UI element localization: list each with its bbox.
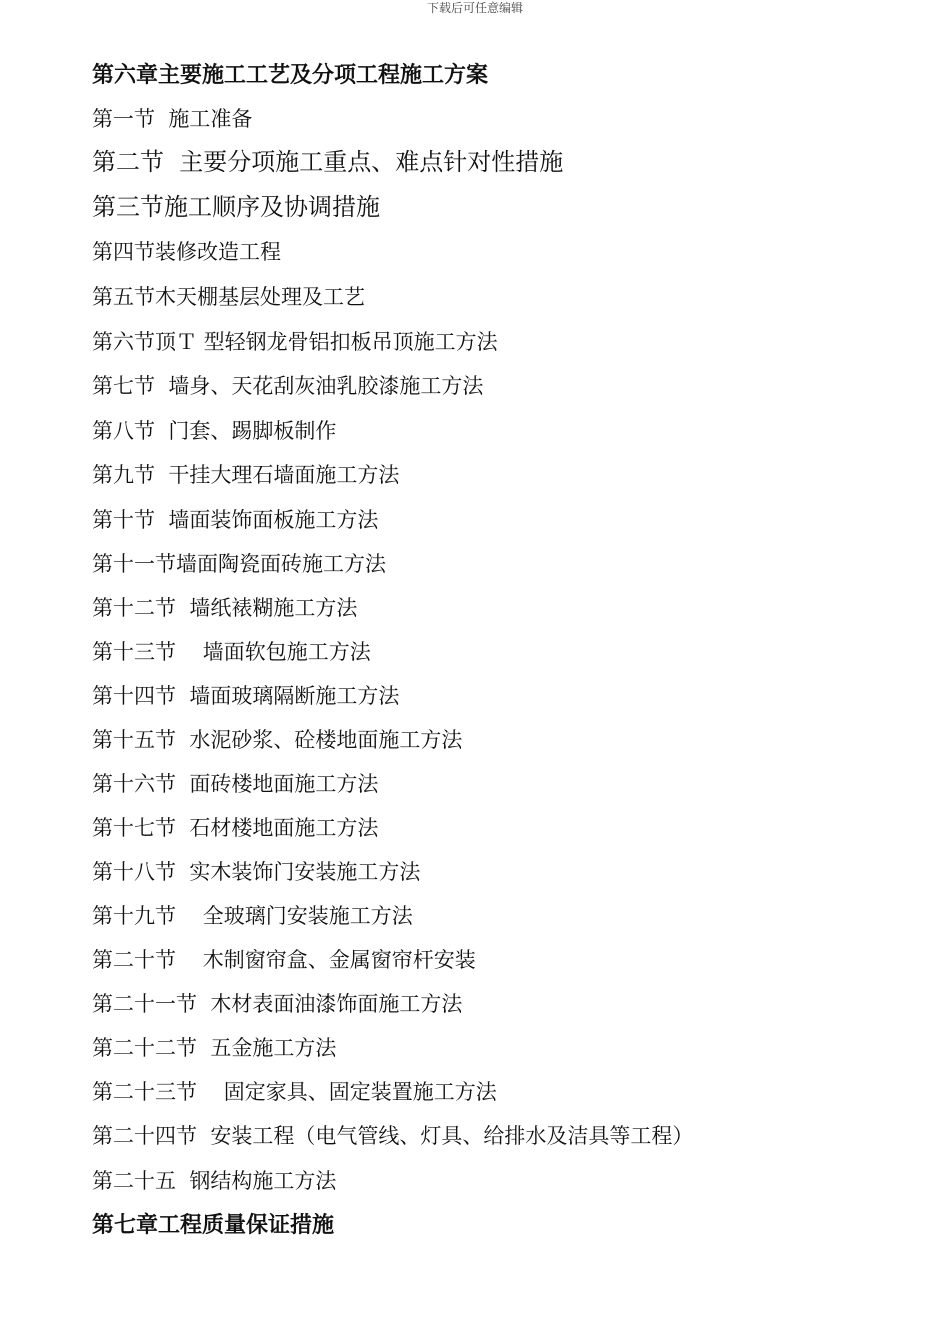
section-24: 第二十四节 安装工程（电气管线、灯具、给排水及洁具等工程） — [92, 1124, 694, 1148]
section-1: 第一节 施工准备 — [92, 107, 253, 131]
header-note: 下载后可任意编辑 — [426, 1, 523, 15]
section-19: 第十九节 全玻璃门安装施工方法 — [92, 904, 413, 928]
section-17: 第十七节 石材楼地面施工方法 — [92, 816, 379, 840]
section-13: 第十三节 墙面软包施工方法 — [92, 640, 371, 664]
section-7: 第七节 墙身、天花刮灰油乳胶漆施工方法 — [92, 374, 484, 398]
section-23: 第二十三节 固定家具、固定装置施工方法 — [92, 1080, 497, 1104]
section-21: 第二十一节 木材表面油漆饰面施工方法 — [92, 992, 463, 1016]
section-16: 第十六节 面砖楼地面施工方法 — [92, 772, 379, 796]
section-12: 第十二节 墙纸裱糊施工方法 — [92, 596, 358, 620]
section-3: 第三节施工顺序及协调措施 — [92, 193, 380, 221]
section-20: 第二十节 木制窗帘盒、金属窗帘杆安装 — [92, 948, 476, 972]
chapter-6-title: 第六章主要施工工艺及分项工程施工方案 — [92, 62, 489, 88]
section-8: 第八节 门套、踢脚板制作 — [92, 419, 337, 443]
section-2: 第二节 主要分项施工重点、难点针对性措施 — [92, 148, 564, 176]
section-22: 第二十二节 五金施工方法 — [92, 1036, 337, 1060]
section-14: 第十四节 墙面玻璃隔断施工方法 — [92, 684, 400, 708]
section-6: 第六节顶Ｔ 型轻钢龙骨铝扣板吊顶施工方法 — [92, 330, 498, 354]
chapter-7-title: 第七章工程质量保证措施 — [92, 1212, 335, 1238]
section-4: 第四节装修改造工程 — [92, 240, 281, 264]
section-25: 第二十五 钢结构施工方法 — [92, 1169, 337, 1193]
section-5: 第五节木天棚基层处理及工艺 — [92, 285, 365, 309]
section-18: 第十八节 实木装饰门安装施工方法 — [92, 860, 421, 884]
section-10: 第十节 墙面装饰面板施工方法 — [92, 508, 379, 532]
section-15: 第十五节 水泥砂浆、砼楼地面施工方法 — [92, 728, 463, 752]
section-9: 第九节 干挂大理石墙面施工方法 — [92, 463, 400, 487]
section-11: 第十一节墙面陶瓷面砖施工方法 — [92, 552, 386, 576]
